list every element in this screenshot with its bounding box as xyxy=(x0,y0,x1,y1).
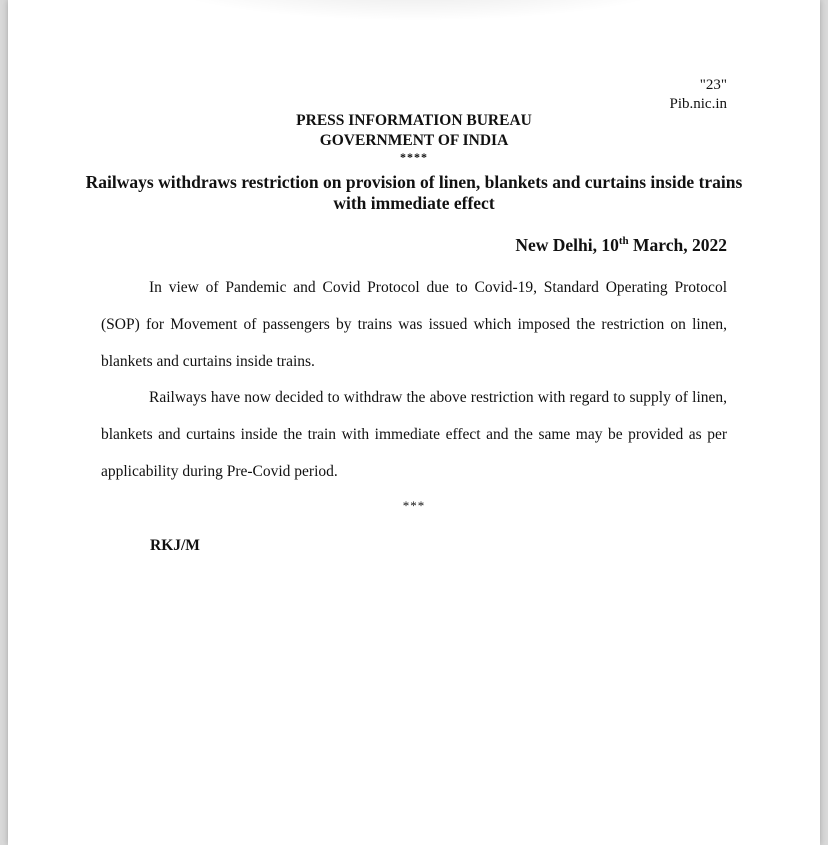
dateline xyxy=(515,235,727,256)
body-paragraph-1: In view of Pandemic and Covid Protocol due to Covid-19, Standard Operating Protocol (SOP) for Movement of passengers by trains was issued which imposed the restriction on linen, blankets and curtains inside trains. xyxy=(101,279,727,370)
body-paragraph-2: Railways have now decided to withdraw the above restriction with regard to supply of linen, blankets and curtains inside the train with immediate effect and the same may be provided as per applicability during Pre-Covid period. xyxy=(101,389,727,480)
bureau-heading: PRESS INFORMATION BUREAU xyxy=(296,112,532,129)
website-text: Pib.nic.in xyxy=(669,96,727,112)
ref-number: "23" xyxy=(699,77,727,93)
dateline-place: New Delhi, 10 xyxy=(515,235,619,255)
press-release-title: Railways withdraws restriction on provision of linen, blankets and curtains inside trains with immediate effect xyxy=(85,172,743,213)
top-separator: **** xyxy=(400,150,428,164)
document-page xyxy=(8,0,820,845)
dateline-ordinal: th xyxy=(618,235,629,247)
reference-block xyxy=(669,76,727,114)
signoff-initials: RKJ/M xyxy=(150,537,200,554)
bottom-separator: *** xyxy=(402,498,426,513)
dateline-date: March, 2022 xyxy=(628,235,727,255)
page-shadow xyxy=(158,0,678,20)
government-heading: GOVERNMENT OF INDIA xyxy=(319,132,509,149)
